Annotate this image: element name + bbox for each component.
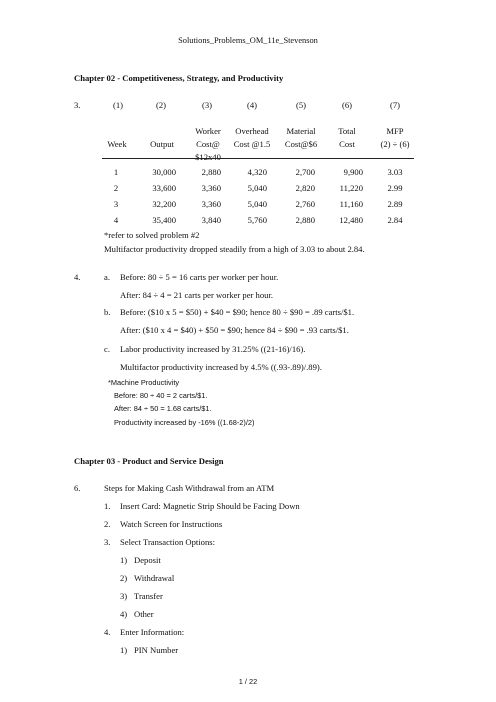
- header-mfp-2: (2) ÷ (6): [380, 139, 410, 149]
- machine-productivity-title: *Machine Productivity: [108, 378, 180, 387]
- step-text: Select Transaction Options:: [120, 537, 216, 547]
- header-material-2: Cost@$6: [284, 139, 318, 149]
- cell-output: 32,200: [152, 199, 176, 209]
- step-text: Enter Information:: [120, 627, 185, 637]
- cell-overhead: 5,040: [247, 183, 267, 193]
- step-text: Insert Card: Magnetic Strip Should be Facing Down: [120, 501, 300, 511]
- note-solved-problem: *refer to solved problem #2: [104, 230, 200, 240]
- option-number: 3): [120, 591, 128, 601]
- colnum-5: (5): [295, 100, 307, 110]
- table-header-rule: [102, 158, 414, 159]
- header-output: Output: [150, 139, 174, 149]
- cell-mfp: 3.03: [387, 167, 403, 177]
- cell-material: 2,880: [295, 215, 315, 225]
- cell-week: 1: [113, 167, 119, 177]
- cell-overhead: 5,040: [247, 199, 267, 209]
- step-number: 2.: [104, 519, 111, 529]
- part-c-multifactor: Multifactor productivity increased by 4.5% ((.93-.89)/.89).: [120, 362, 322, 372]
- atm-steps-title: Steps for Making Cash Withdrawal from an ATM: [104, 483, 275, 493]
- part-c-labor: Labor productivity increased by 31.25% ((21-16)/16).: [120, 344, 306, 354]
- option-text: PIN Number: [134, 645, 179, 655]
- step-text: Watch Screen for Instructions: [120, 519, 223, 529]
- header-worker-1: Worker: [195, 126, 221, 136]
- colnum-2: (2): [155, 100, 167, 110]
- option-text: Withdrawal: [134, 573, 175, 583]
- page-number: 1 / 22: [238, 677, 258, 686]
- chapter-02-title: Chapter 02 - Competitiveness, Strategy, and Productivity: [74, 73, 284, 83]
- part-a-after: After: 84 ÷ 4 = 21 carts per worker per hour.: [120, 290, 273, 300]
- mfp-conclusion: Multifactor productivity dropped steadily from a high of 3.03 to about 2.84.: [104, 244, 365, 254]
- header-total-2: Cost: [339, 139, 355, 149]
- cell-output: 35,400: [152, 215, 176, 225]
- colnum-1: (1): [112, 100, 124, 110]
- problem-3-number: 3.: [74, 100, 81, 110]
- cell-week: 4: [113, 215, 119, 225]
- option-text: Transfer: [134, 591, 163, 601]
- step-number: 4.: [104, 627, 111, 637]
- option-number: 2): [120, 573, 128, 583]
- part-b-before: Before: ($10 x 5 = $50) + $40 = $90; hence 80 ÷ $90 = .89 carts/$1.: [120, 307, 355, 317]
- part-b-after: After: ($10 x 4 = $40) + $50 = $90; hence 84 ÷ $90 = .93 carts/$1.: [120, 325, 349, 335]
- cell-week: 2: [113, 183, 119, 193]
- cell-total: 11,160: [339, 199, 363, 209]
- header-week: Week: [107, 139, 127, 149]
- part-b-label: b.: [104, 307, 111, 317]
- cell-output: 33,600: [152, 183, 176, 193]
- colnum-4: (4): [246, 100, 258, 110]
- part-a-before: Before: 80 ÷ 5 = 16 carts per worker per hour.: [120, 272, 279, 282]
- machine-change: Productivity increased by -16% ((1.68-2)/2): [114, 418, 255, 427]
- machine-before: Before: 80 ÷ 40 = 2 carts/$1.: [114, 391, 208, 400]
- cell-week: 3: [113, 199, 119, 209]
- header-total-1: Total: [338, 126, 356, 136]
- part-c-label: c.: [104, 344, 110, 354]
- option-number: 1): [120, 555, 128, 565]
- cell-material: 2,700: [295, 167, 315, 177]
- cell-mfp: 2.84: [387, 215, 403, 225]
- page-header: Solutions_Problems_OM_11e_Stevenson: [178, 36, 318, 45]
- option-text: Other: [134, 609, 154, 619]
- cell-mfp: 2.99: [387, 183, 403, 193]
- problem-6-number: 6.: [74, 483, 81, 493]
- step-number: 3.: [104, 537, 111, 547]
- machine-after: After: 84 ÷ 50 = 1.68 carts/$1.: [114, 404, 212, 413]
- cell-worker: 3,360: [201, 199, 221, 209]
- cell-worker: 2,880: [201, 167, 221, 177]
- problem-4-number: 4.: [74, 272, 81, 282]
- header-worker-2: Cost@: [196, 139, 220, 149]
- colnum-7: (7): [389, 100, 401, 110]
- cell-worker: 3,840: [201, 215, 221, 225]
- cell-worker: 3,360: [201, 183, 221, 193]
- option-text: Deposit: [134, 555, 161, 565]
- option-number: 1): [120, 645, 128, 655]
- header-overhead-2: Cost @1.5: [233, 139, 271, 149]
- cell-total: 11,220: [339, 183, 363, 193]
- cell-output: 30,000: [152, 167, 176, 177]
- chapter-03-title: Chapter 03 - Product and Service Design: [74, 456, 224, 466]
- step-number: 1.: [104, 501, 111, 511]
- cell-total: 12,480: [339, 215, 363, 225]
- cell-overhead: 4,320: [247, 167, 267, 177]
- header-worker-3: $12x40: [195, 152, 221, 162]
- colnum-3: (3): [201, 100, 213, 110]
- header-overhead-1: Overhead: [235, 126, 269, 136]
- cell-material: 2,760: [295, 199, 315, 209]
- cell-mfp: 2.89: [387, 199, 403, 209]
- option-number: 4): [120, 609, 128, 619]
- cell-material: 2,820: [295, 183, 315, 193]
- colnum-6: (6): [341, 100, 353, 110]
- cell-overhead: 5,760: [247, 215, 267, 225]
- part-a-label: a.: [104, 272, 110, 282]
- cell-total: 9,900: [343, 167, 363, 177]
- header-material-1: Material: [286, 126, 316, 136]
- header-mfp-1: MFP: [386, 126, 404, 136]
